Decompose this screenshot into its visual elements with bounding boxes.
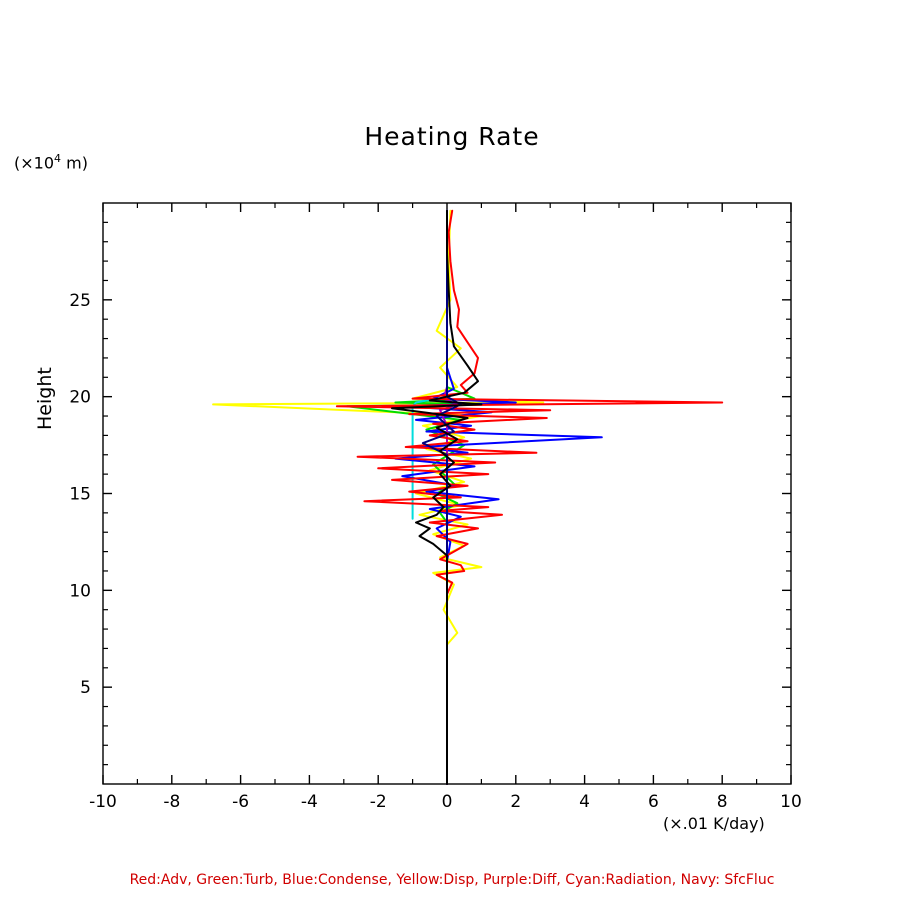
- x-axis-label: (×.01 K/day): [663, 814, 765, 833]
- x-tick-label: 0: [441, 792, 453, 812]
- y-tick-label: 20: [69, 387, 91, 408]
- y-axis-units-label: ($\times 10^4$ m): [14, 152, 88, 173]
- series-line-condense: [395, 211, 601, 784]
- x-tick-label: -8: [163, 792, 181, 812]
- y-axis-label: Height: [34, 367, 56, 430]
- y-tick-label: 15: [69, 484, 91, 505]
- x-tick-label: 10: [780, 792, 802, 812]
- y-tick-label: 25: [69, 290, 91, 311]
- x-tick-label: -10: [89, 792, 117, 812]
- y-tick-label: 10: [69, 581, 91, 602]
- y-tick-label: 5: [80, 678, 91, 699]
- series-line-disp: [213, 211, 543, 784]
- chart-title: Heating Rate: [364, 122, 540, 151]
- x-tick-label: 6: [647, 792, 659, 812]
- x-tick-label: 8: [716, 792, 728, 812]
- x-tick-label: -6: [232, 792, 250, 812]
- legend: Red:Adv, Green:Turb, Blue:Condense, Yellow:Disp, Purple:Diff, Cyan:Radiation, Navy: SfcFluc: [129, 872, 775, 888]
- series-line-adv: [337, 211, 722, 784]
- x-tick-label: 4: [579, 792, 591, 812]
- x-tick-label: -2: [369, 792, 387, 812]
- x-tick-label: -4: [300, 792, 318, 812]
- x-tick-label: 2: [510, 792, 522, 812]
